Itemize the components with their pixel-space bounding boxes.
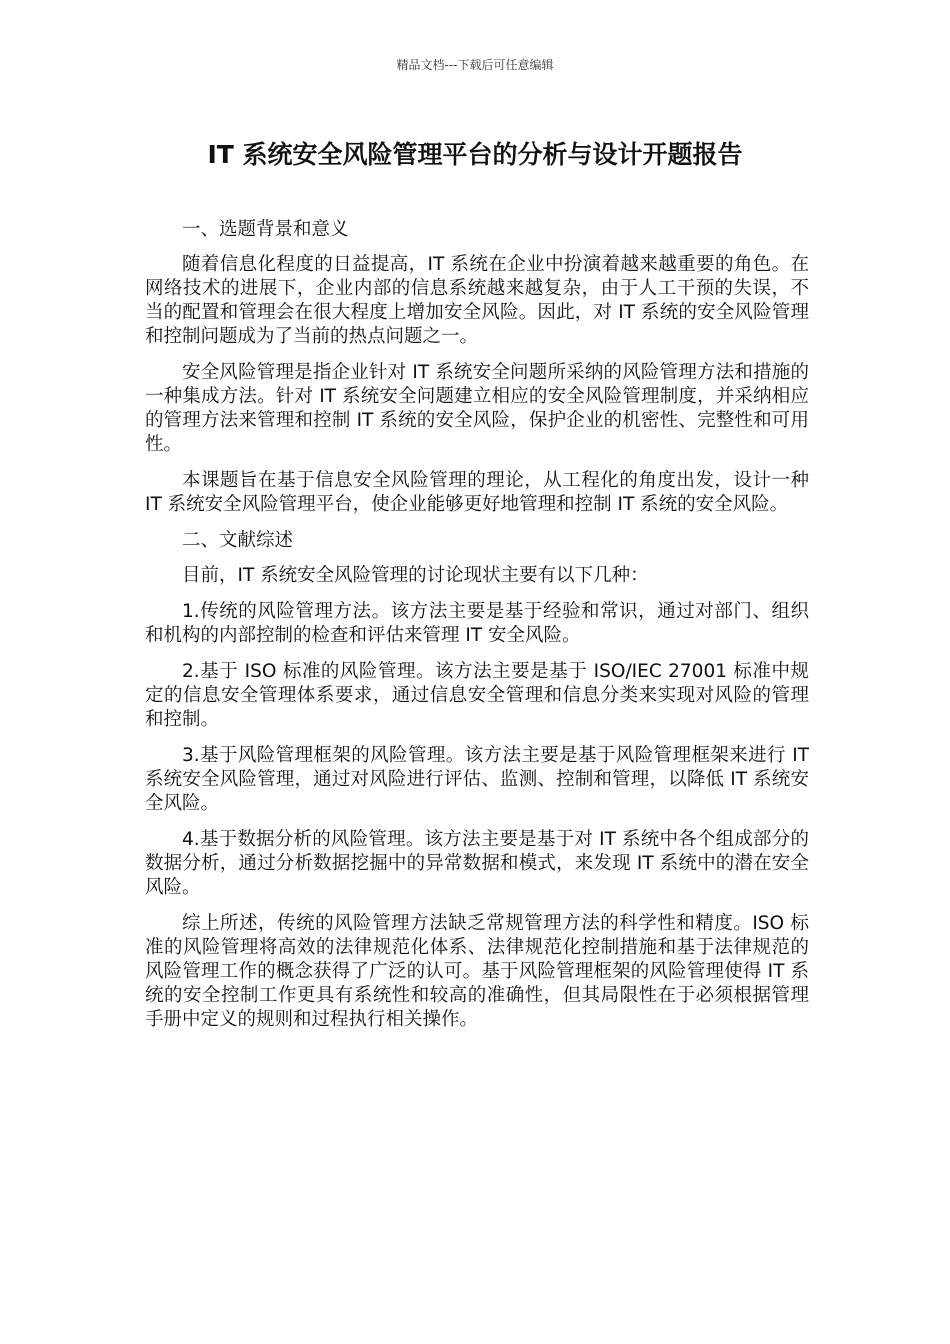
list-item-traditional-method: 1.传统的风险管理方法。该方法主要是基于经验和常识，通过对部门、组织和机构的内部控制的检查和评估来管理 IT 安全风险。 bbox=[145, 601, 809, 646]
list-item-data-analysis-method: 4.基于数据分析的风险管理。该方法主要是基于对 IT 系统中各个组成部分的数据分析，通过分析数据挖掘中的异常数据和模式，来发现 IT 系统中的潜在安全风险。 bbox=[145, 829, 809, 898]
paragraph-summary: 综上所述，传统的风险管理方法缺乏常规管理方法的科学性和精度。ISO 标准的风险管理将高效的法律规范化体系、法律规范化控制措施和基于法律规范的风险管理工作的概念获得了广泛的认可。基于风险管理框架的风险管理使得 IT 系统的安全控制工作更具有系统性和较高的准确性，但其局限性在于必须根据管理手册中定义的规则和过程执行相关操作。 bbox=[145, 913, 809, 1030]
document-title: IT 系统安全风险管理平台的分析与设计开题报告 bbox=[207, 140, 743, 169]
section-heading-literature-review: 二、文献综述 bbox=[182, 530, 294, 551]
document-body bbox=[145, 218, 809, 1044]
list-item-iso-method: 2.基于 ISO 标准的风险管理。该方法主要是基于 ISO/IEC 27001 标准中规定的信息安全管理体系要求，通过信息安全管理和信息分类来实现对风险的管理和控制。 bbox=[145, 661, 809, 730]
page-header-watermark: 精品文档---下载后可任意编辑 bbox=[396, 58, 554, 72]
paragraph-background-3: 本课题旨在基于信息安全风险管理的理论，从工程化的角度出发，设计一种 IT 系统安全风险管理平台，使企业能够更好地管理和控制 IT 系统的安全风险。 bbox=[145, 470, 809, 515]
section-heading-background: 一、选题背景和意义 bbox=[182, 219, 349, 240]
paragraph-background-1: 随着信息化程度的日益提高，IT 系统在企业中扮演着越来越重要的角色。在网络技术的进展下，企业内部的信息系统越来越复杂，由于人工干预的失误，不当的配置和管理会在很大程度上增加安全风险。因此，对 IT 系统的安全风险管理和控制问题成为了当前的热点问题之一。 bbox=[145, 254, 809, 347]
paragraph-background-2: 安全风险管理是指企业针对 IT 系统安全问题所采纳的风险管理方法和措施的一种集成方法。针对 IT 系统安全问题建立相应的安全风险管理制度，并采纳相应的管理方法来管理和控制 IT 系统的安全风险，保护企业的机密性、完整性和可用性。 bbox=[145, 362, 809, 455]
paragraph-review-intro: 目前，IT 系统安全风险管理的讨论现状主要有以下几种： bbox=[182, 565, 649, 586]
list-item-framework-method: 3.基于风险管理框架的风险管理。该方法主要是基于风险管理框架来进行 IT 系统安全风险管理，通过对风险进行评估、监测、控制和管理，以降低 IT 系统安全风险。 bbox=[145, 745, 809, 814]
